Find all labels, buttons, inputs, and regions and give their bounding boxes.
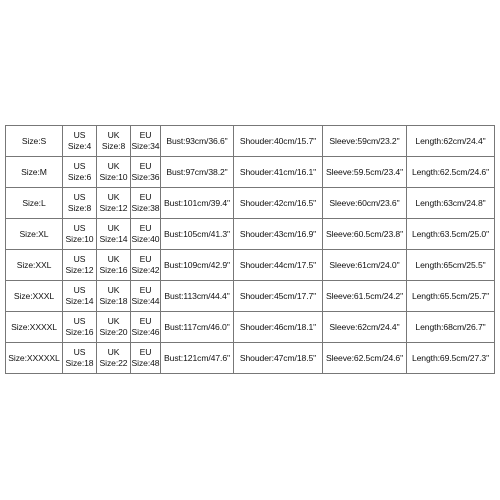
eu-size-value: Size:38 [131, 203, 160, 213]
us-label: US [73, 161, 86, 171]
uk-label: UK [107, 161, 120, 171]
us-size-value: Size:6 [67, 172, 92, 182]
length-cell: Length:62cm/24.4" [407, 126, 495, 157]
uk-size-cell [97, 281, 131, 312]
sleeve-cell: Sleeve:61cm/24.0" [323, 250, 407, 281]
bust-cell: Bust:113cm/44.4" [161, 281, 234, 312]
eu-label: EU [139, 192, 152, 202]
uk-label: UK [107, 285, 120, 295]
bust-cell: Bust:121cm/47.6" [161, 343, 234, 374]
uk-size-cell [97, 157, 131, 188]
uk-size-value: Size:14 [99, 234, 128, 244]
size-cell: Size:S [6, 126, 63, 157]
eu-size-cell [131, 281, 161, 312]
us-size-value: Size:16 [65, 327, 94, 337]
length-cell: Length:68cm/26.7" [407, 312, 495, 343]
us-size-cell [63, 157, 97, 188]
size-cell: Size:XL [6, 219, 63, 250]
uk-label: UK [107, 192, 120, 202]
size-chart-table [5, 125, 495, 374]
size-cell: Size:XXXXXL [6, 343, 63, 374]
shoulder-cell: Shouder:42cm/16.5" [234, 188, 323, 219]
eu-size-cell [131, 157, 161, 188]
uk-label: UK [107, 223, 120, 233]
sleeve-cell: Sleeve:60cm/23.6" [323, 188, 407, 219]
uk-label: UK [107, 347, 120, 357]
uk-size-value: Size:10 [99, 172, 128, 182]
uk-size-value: Size:16 [99, 265, 128, 275]
eu-size-cell [131, 343, 161, 374]
table-row [6, 219, 495, 250]
sleeve-cell: Sleeve:60.5cm/23.8" [323, 219, 407, 250]
us-size-cell [63, 281, 97, 312]
shoulder-cell: Shouder:44cm/17.5" [234, 250, 323, 281]
us-size-value: Size:12 [65, 265, 94, 275]
uk-size-value: Size:8 [101, 141, 126, 151]
eu-label: EU [139, 316, 152, 326]
us-size-value: Size:10 [65, 234, 94, 244]
us-size-value: Size:18 [65, 358, 94, 368]
table-row [6, 126, 495, 157]
bust-cell: Bust:105cm/41.3" [161, 219, 234, 250]
sleeve-cell: Sleeve:61.5cm/24.2" [323, 281, 407, 312]
us-label: US [73, 254, 86, 264]
shoulder-cell: Shouder:40cm/15.7" [234, 126, 323, 157]
bust-cell: Bust:117cm/46.0" [161, 312, 234, 343]
uk-size-cell [97, 343, 131, 374]
us-size-cell [63, 126, 97, 157]
length-cell: Length:65.5cm/25.7" [407, 281, 495, 312]
uk-size-value: Size:12 [99, 203, 128, 213]
length-cell: Length:63cm/24.8" [407, 188, 495, 219]
us-label: US [73, 285, 86, 295]
us-size-cell [63, 219, 97, 250]
sleeve-cell: Sleeve:62cm/24.4" [323, 312, 407, 343]
eu-size-cell [131, 126, 161, 157]
us-size-value: Size:8 [67, 203, 92, 213]
us-size-cell [63, 250, 97, 281]
eu-label: EU [139, 161, 152, 171]
shoulder-cell: Shouder:43cm/16.9" [234, 219, 323, 250]
us-label: US [73, 192, 86, 202]
shoulder-cell: Shouder:41cm/16.1" [234, 157, 323, 188]
table-row [6, 312, 495, 343]
uk-size-value: Size:18 [99, 296, 128, 306]
eu-label: EU [139, 223, 152, 233]
shoulder-cell: Shouder:47cm/18.5" [234, 343, 323, 374]
uk-label: UK [107, 254, 120, 264]
eu-size-cell [131, 312, 161, 343]
uk-size-cell [97, 250, 131, 281]
eu-size-value: Size:48 [131, 358, 160, 368]
sleeve-cell: Sleeve:62.5cm/24.6" [323, 343, 407, 374]
us-label: US [73, 223, 86, 233]
uk-label: UK [107, 130, 120, 140]
bust-cell: Bust:101cm/39.4" [161, 188, 234, 219]
eu-label: EU [139, 130, 152, 140]
uk-size-value: Size:20 [99, 327, 128, 337]
eu-size-value: Size:36 [131, 172, 160, 182]
table-row [6, 281, 495, 312]
table-row [6, 188, 495, 219]
bust-cell: Bust:109cm/42.9" [161, 250, 234, 281]
us-label: US [73, 347, 86, 357]
size-cell: Size:M [6, 157, 63, 188]
eu-size-value: Size:42 [131, 265, 160, 275]
table-row [6, 343, 495, 374]
us-size-value: Size:4 [67, 141, 92, 151]
uk-size-cell [97, 219, 131, 250]
eu-size-cell [131, 250, 161, 281]
uk-size-cell [97, 312, 131, 343]
eu-size-cell [131, 219, 161, 250]
size-cell: Size:XXXXL [6, 312, 63, 343]
us-label: US [73, 130, 86, 140]
eu-size-value: Size:34 [131, 141, 160, 151]
size-cell: Size:L [6, 188, 63, 219]
us-size-cell [63, 312, 97, 343]
us-size-cell [63, 188, 97, 219]
bust-cell: Bust:93cm/36.6" [161, 126, 234, 157]
bust-cell: Bust:97cm/38.2" [161, 157, 234, 188]
sleeve-cell: Sleeve:59cm/23.2" [323, 126, 407, 157]
shoulder-cell: Shouder:45cm/17.7" [234, 281, 323, 312]
size-cell: Size:XXXL [6, 281, 63, 312]
sleeve-cell: Sleeve:59.5cm/23.4" [323, 157, 407, 188]
us-label: US [73, 316, 86, 326]
length-cell: Length:69.5cm/27.3" [407, 343, 495, 374]
eu-size-cell [131, 188, 161, 219]
length-cell: Length:62.5cm/24.6" [407, 157, 495, 188]
eu-label: EU [139, 254, 152, 264]
uk-label: UK [107, 316, 120, 326]
eu-label: EU [139, 285, 152, 295]
uk-size-value: Size:22 [99, 358, 128, 368]
size-cell: Size:XXL [6, 250, 63, 281]
eu-label: EU [139, 347, 152, 357]
us-size-value: Size:14 [65, 296, 94, 306]
eu-size-value: Size:40 [131, 234, 160, 244]
uk-size-cell [97, 188, 131, 219]
shoulder-cell: Shouder:46cm/18.1" [234, 312, 323, 343]
eu-size-value: Size:46 [131, 327, 160, 337]
eu-size-value: Size:44 [131, 296, 160, 306]
uk-size-cell [97, 126, 131, 157]
length-cell: Length:63.5cm/25.0" [407, 219, 495, 250]
table-row [6, 250, 495, 281]
us-size-cell [63, 343, 97, 374]
length-cell: Length:65cm/25.5" [407, 250, 495, 281]
table-row [6, 157, 495, 188]
